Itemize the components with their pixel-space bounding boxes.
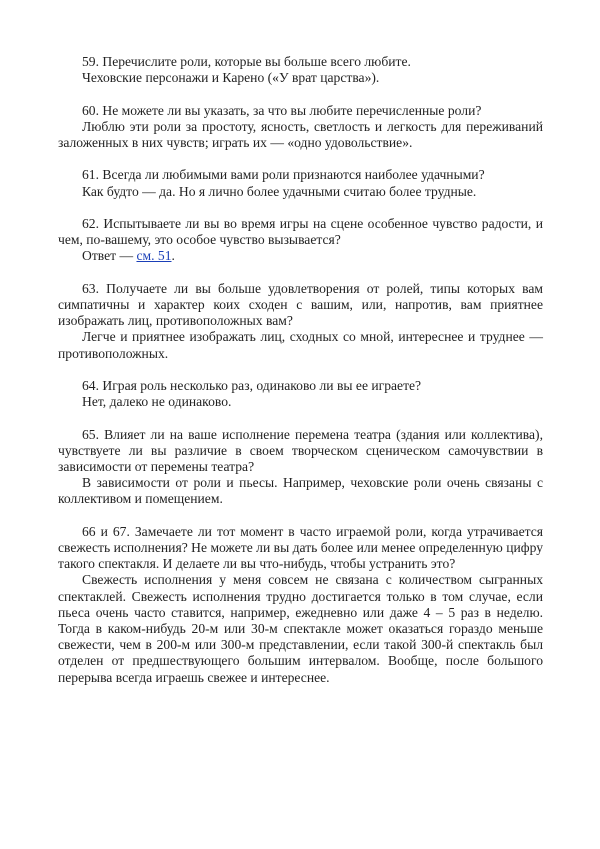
question-block-65 (58, 427, 543, 508)
question-text: 60. Не можете ли вы указать, за что вы любите перечисленные роли? (82, 102, 482, 118)
question-text: 59. Перечислите роли, которые вы больше всего любите. (82, 54, 411, 69)
question-block-61 (58, 167, 543, 199)
question-block-59 (58, 54, 543, 86)
answer-text: Нет, далеко не одинаково. (82, 394, 232, 410)
answer-text: Свежесть исполнения у меня совсем не связана с количеством сыгранных спектаклей. Свежесть исполнения трудно достигается только в том случае, если пьеса очень часто ставится, например, ежедневно или даже 4 – 5 раз в неделю. Тогда в каком-нибудь 20-м или 30-м спектакле может оказаться гораздо меньше свежести, чем в 200-м или 300-м представлении, если такой 300-й спектакль был отделен от предшествующего большим интервалом. Вообще, после большого перерыва всегда играешь свежее и интереснее. (58, 572, 543, 685)
question-block-63 (58, 281, 543, 362)
answer-text: Легче и приятнее изображать лиц, сходных со мной, интереснее и труднее — противоположных. (58, 329, 543, 361)
question-text: 66 и 67. Замечаете ли тот момент в часто играемой роли, когда утрачивается свежесть исполнения? Не можете ли вы дать более или менее определенную цифру такого спектакля. И делаете ли вы что-нибудь, чтобы устранить это? (58, 523, 543, 572)
answer-suffix: . (171, 248, 175, 264)
question-block-60 (58, 103, 543, 152)
question-text: 61. Всегда ли любимыми вами роли признаются наиболее удачными? (82, 167, 485, 183)
answer-text: Чеховские персонажи и Карено («У врат царства»). (82, 70, 380, 86)
question-text: 62. Испытываете ли вы во время игры на сцене особенное чувство радости, и чем, по-вашему, это особое чувство вызывается? (58, 215, 543, 248)
answer-text: В зависимости от роли и пьесы. Например, чеховские роли очень связаны с коллективом и помещением. (58, 475, 543, 507)
question-block-66-67 (58, 524, 543, 686)
question-block-64 (58, 378, 543, 410)
answer-prefix: Ответ — (82, 248, 137, 264)
cross-reference-link[interactable]: см. 51 (136, 248, 172, 264)
question-text: 64. Играя роль несколько раз, одинаково ли вы ее играете? (82, 377, 422, 393)
answer-text (58, 248, 543, 264)
question-text: 65. Влияет ли на ваше исполнение перемена театра (здания или коллектива), чувствуете ли вы различие в своем творческом сценическом самочувствии в зависимости от перемены театра? (58, 426, 543, 474)
answer-text: Как будто — да. Но я лично более удачными считаю более трудные. (82, 183, 477, 199)
answer-text: Люблю эти роли за простоту, ясность, светлость и легкость для переживаний заложенных в них чувств; играть их — «одно удовольствие». (58, 118, 543, 150)
question-text: 63. Получаете ли вы больше удовлетворения от ролей, типы которых вам симпатичны и характер коих сходен с вашим, или, напротив, вам приятнее изображать лиц, противоположных вам? (58, 280, 543, 329)
question-block-62 (58, 216, 543, 265)
